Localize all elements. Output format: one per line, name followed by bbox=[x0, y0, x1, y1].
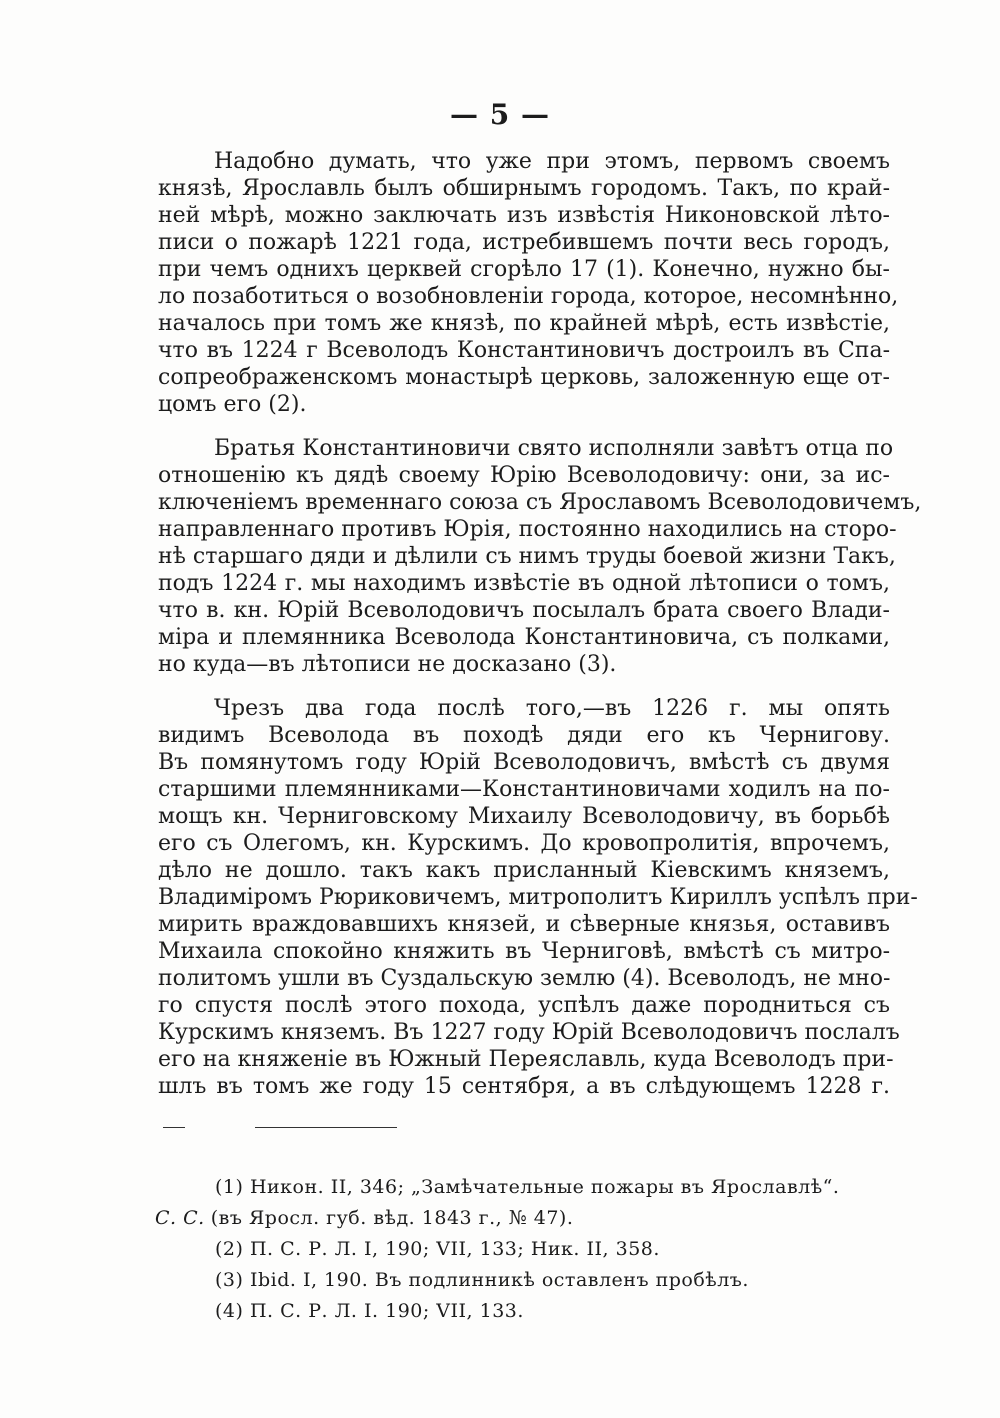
paragraph-1 bbox=[158, 148, 899, 418]
text-line: цомъ его (2). bbox=[158, 392, 307, 417]
text-line: что въ 1224 г Всеволодъ Константиновичъ достроилъ въ Спа- bbox=[158, 338, 890, 363]
text-line: писи о пожарѣ 1221 года, истребившемъ почти весь городъ, bbox=[158, 230, 890, 255]
text-line: политомъ ушли въ Суздальскую землю (4). Всеволодъ, не мно- bbox=[158, 966, 891, 991]
text-line: Въ помянутомъ году Юрій Всеволодовичъ, вмѣстѣ съ двумя bbox=[158, 750, 890, 775]
handwritten-margin-mark: С. С. bbox=[155, 1207, 205, 1229]
footnote-1-source: (въ Яросл. губ. вѣд. 1843 г., № 47). bbox=[210, 1207, 574, 1229]
text-line: старшими племянниками—Константиновичами ходилъ на по- bbox=[158, 777, 890, 802]
text-line: при чемъ однихъ церквей сгорѣло 17 (1). Конечно, нужно бы- bbox=[158, 257, 890, 282]
footnote-1-continuation bbox=[155, 1203, 895, 1234]
text-line: отношенію къ дядѣ своему Юрію Всеволодовичу: они, за ис- bbox=[158, 463, 890, 488]
footnote-separator-short bbox=[163, 1127, 185, 1128]
text-line: міра и племянника Всеволода Константиновича, съ полками, bbox=[158, 625, 890, 650]
paragraph-2 bbox=[158, 435, 922, 678]
text-line: направленнаго противъ Юрія, постоянно находились на сторо- bbox=[158, 517, 897, 542]
text-line: шлъ въ томъ же году 15 сентября, а въ слѣдующемъ 1228 г. bbox=[158, 1074, 890, 1099]
text-line: Михаила спокойно княжить въ Черниговѣ, вмѣстѣ съ митро- bbox=[158, 939, 890, 964]
text-line: что в. кн. Юрій Всеволодовичъ посылалъ брата своего Влади- bbox=[158, 598, 890, 623]
text-line: мощъ кн. Черниговскому Михаилу Всеволодовичу, въ борьбѣ bbox=[158, 804, 890, 829]
text-line: князѣ, Ярославль былъ обширнымъ городомъ. Такъ, по край- bbox=[158, 176, 890, 201]
text-line: Курскимъ княземъ. Въ 1227 году Юрій Всеволодовичъ послалъ bbox=[158, 1020, 900, 1045]
main-text bbox=[158, 148, 922, 1100]
footnote-separator bbox=[255, 1127, 397, 1128]
footnote-3: (3) Ibid. I, 190. Въ подлинникѣ оставленъ пробѣлъ. bbox=[215, 1269, 749, 1291]
text-line: нѣ старшаго дяди и дѣлили съ нимъ труды боевой жизни Такъ, bbox=[158, 544, 896, 569]
text-line: дѣло не дошло. такъ какъ присланный Кіевскимъ княземъ, bbox=[158, 858, 890, 883]
paragraph-3 bbox=[158, 695, 918, 1100]
text-line: го спустя послѣ этого похода, успѣлъ даже породниться съ bbox=[158, 993, 890, 1018]
text-line: его на княженіе въ Южный Переяславль, куда Всеволодъ при- bbox=[158, 1047, 894, 1072]
text-line: его съ Олегомъ, кн. Курскимъ. До кровопролитія, впрочемъ, bbox=[158, 831, 890, 856]
text-line: Владиміромъ Рюриковичемъ, митрополитъ Кириллъ успѣлъ при- bbox=[158, 885, 918, 910]
text-line: ло позаботиться о возобновленіи города, которое, несомнѣнно, bbox=[158, 284, 899, 309]
page-number: — 5 — bbox=[450, 98, 550, 131]
text-line: видимъ Всеволода въ походѣ дяди его къ Чернигову. bbox=[158, 723, 890, 748]
footnote-4: (4) П. С. Р. Л. I. 190; VII, 133. bbox=[215, 1300, 524, 1322]
text-line: мирить враждовавшихъ князей, и сѣверные князья, оставивъ bbox=[158, 912, 890, 937]
footnote-1: (1) Никон. II, 346; „Замѣчательные пожары въ Ярославлѣ“. bbox=[215, 1176, 840, 1198]
text-line: подъ 1224 г. мы находимъ извѣстіе въ одной лѣтописи о томъ, bbox=[158, 571, 890, 596]
text-line: ключеніемъ временнаго союза съ Ярославомъ Всеволодовичемъ, bbox=[158, 490, 922, 515]
footnote-2: (2) П. С. Р. Л. I, 190; VII, 133; Ник. II, 358. bbox=[215, 1238, 660, 1260]
text-line: Братья Константиновичи свято исполняли завѣтъ отца по bbox=[214, 436, 894, 461]
text-line: Надобно думать, что уже при этомъ, первомъ своемъ bbox=[214, 149, 890, 174]
text-line: сопреображенскомъ монастырѣ церковь, заложенную еще от- bbox=[158, 365, 890, 390]
text-line: Чрезъ два года послѣ того,—въ 1226 г. мы опять bbox=[214, 696, 890, 721]
text-line: началось при томъ же князѣ, по крайней мѣрѣ, есть извѣстіе, bbox=[158, 311, 890, 336]
text-line: ней мѣрѣ, можно заключать изъ извѣстія Никоновской лѣто- bbox=[158, 203, 890, 228]
text-line: но куда—въ лѣтописи не досказано (3). bbox=[158, 652, 617, 677]
footnotes bbox=[155, 1172, 895, 1327]
